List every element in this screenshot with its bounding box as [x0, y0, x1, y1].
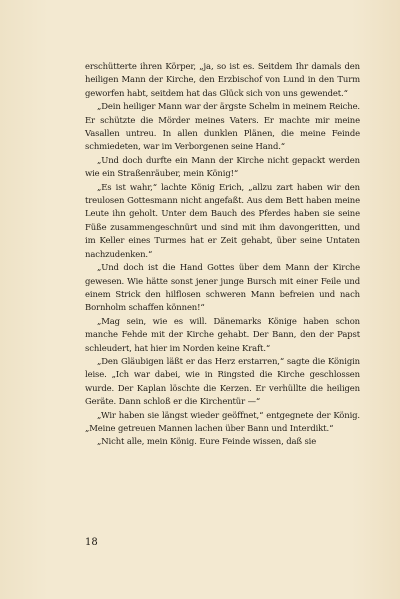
paragraph: „Den Gläubigen läßt er das Herz erstarren,“ sagte die Königin leise. „Ich war dabei, wie in Ringsted die Kirche geschlossen wurde. Der Kaplan löschte die Kerzen. Er verhüllte die heiligen Geräte. Dann schloß er die Kirchentür —“ [85, 355, 360, 407]
paragraph: „Wir haben sie längst wieder geöffnet,“ entgegnete der König. „Meine getreuen Mannen lachen über Bann und Interdikt.“ [85, 409, 360, 433]
paragraph: „Und doch durfte ein Mann der Kirche nicht gepackt werden wie ein Straßenräuber, mein König!“ [85, 154, 360, 179]
paragraph: „Mag sein, wie es will. Dänemarks Könige haben schon manche Fehde mit der Kirche gehabt. Der Bann, den der Papst schleudert, hat hier im Norden keine Kraft.“ [85, 315, 360, 353]
paragraph: „Es ist wahr,“ lachte König Erich, „allzu zart haben wir den treulosen Gottesmann nicht angefaßt. Aus dem Bett haben meine Leute ihn geholt. Unter dem Bauch des Pferdes haben sie seine Füße zusammengeschnürt und sind mit ihm davongeritten, und im Keller eines Turmes hat er Zeit gehabt, über seine Untaten nachzudenken.“ [85, 181, 360, 259]
page-number: 18 [85, 537, 98, 548]
paragraph: erschütterte ihren Körper, „ja, so ist es. Seitdem Ihr damals den heiligen Mann der Kirche, den Erzbischof von Lund in den Turm geworfen habt, seitdem hat das Glück sich von uns gewendet.“ [85, 61, 360, 98]
body-text [85, 60, 360, 449]
paragraph: „Dein heiliger Mann war der ärgste Schelm in meinem Reiche. Er schützte die Mörder meines Vaters. Er machte mir meine Vasallen untreu. In allen dunklen Plänen, die meine Feinde schmiedeten, war im Verborgenen seine Hand.“ [85, 101, 360, 152]
paragraph: „Und doch ist die Hand Gottes über dem Mann der Kirche gewesen. Wie hätte sonst jener junge Bursch mit einer Feile und einem Strick den hilflosen schweren Mann befreien und nach Bornholm schaffen können!“ [85, 262, 360, 313]
paragraph: „Nicht alle, mein König. Eure Feinde wissen, daß sie [97, 436, 317, 447]
